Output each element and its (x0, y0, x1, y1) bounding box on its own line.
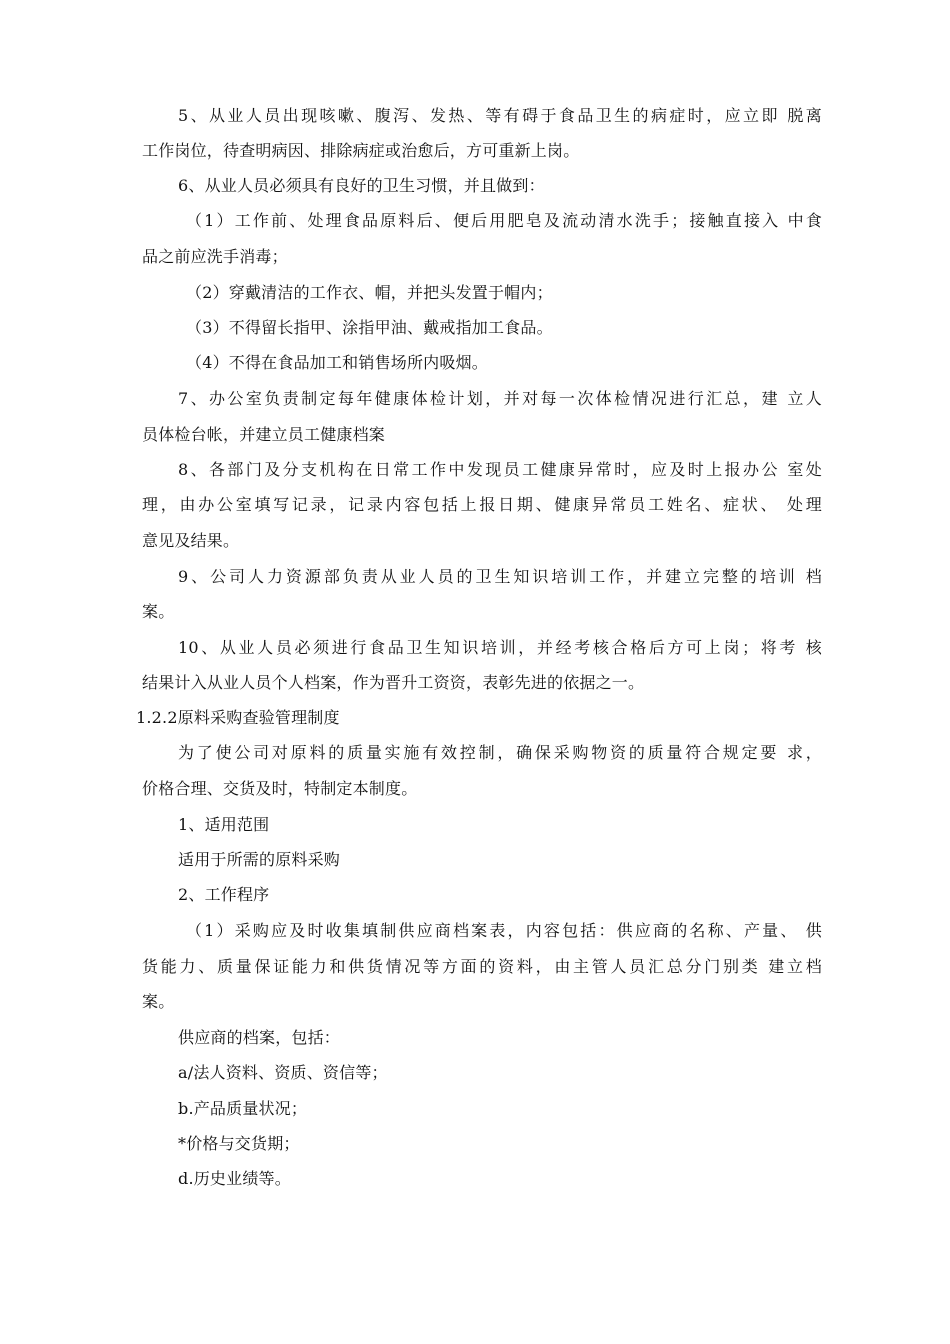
text-line: 为了使公司对原料的质量实施有效控制，确保采购物资的质量符合规定要 求， (178, 743, 822, 762)
list-item: b.产品质量状况； (178, 1099, 308, 1118)
text-line: 理，由办公室填写记录，记录内容包括上报日期、健康异常员工姓名、症状、 处理 (142, 495, 822, 514)
text-line: 意见及结果。 (142, 531, 240, 550)
text-line: 员体检台帐，并建立员工健康档案 (142, 425, 386, 444)
text-line: （4）不得在食品加工和销售场所内吸烟。 (186, 353, 488, 372)
text-line: （3）不得留长指甲、涂指甲油、戴戒指加工食品。 (186, 318, 553, 337)
text-line: 品之前应洗手消毒； (142, 247, 288, 266)
text-line: 价格合理、交货及时，特制定本制度。 (142, 779, 418, 798)
text-line: （1）采购应及时收集填制供应商档案表，内容包括：供应商的名称、产量、 供 (186, 921, 822, 940)
text-line: 5、从业人员出现咳嗽、腹泻、发热、等有碍于食品卫生的病症时，应立即 脱离 (178, 106, 822, 125)
list-item: a/法人资料、资质、资信等； (178, 1063, 388, 1082)
text-line: 案。 (142, 992, 175, 1011)
text-line: 适用于所需的原料采购 (178, 850, 341, 869)
subsection-heading: 1、适用范围 (178, 815, 270, 834)
text-line: 6、从业人员必须具有良好的卫生习惯，并且做到： (178, 176, 545, 195)
text-line: 9、公司人力资源部负责从业人员的卫生知识培训工作，并建立完整的培训 档 (178, 567, 822, 586)
text-line: 工作岗位，待查明病因、排除病症或治愈后，方可重新上岗。 (142, 141, 580, 160)
text-line: （1）工作前、处理食品原料后、便后用肥皂及流动清水洗手；接触直接入 中食 (186, 211, 822, 230)
text-line: 供应商的档案，包括： (178, 1028, 341, 1047)
text-line: （2）穿戴清洁的工作衣、帽，并把头发置于帽内； (186, 283, 553, 302)
text-line: 7、办公室负责制定每年健康体检计划，并对每一次体检情况进行汇总，建 立人 (178, 389, 822, 408)
text-line: 案。 (142, 602, 175, 621)
text-line: 10、从业人员必须进行食品卫生知识培训，并经考核合格后方可上岗；将考 核 (178, 638, 822, 657)
text-line: 结果计入从业人员个人档案，作为晋升工资资，表彰先进的依据之一。 (142, 673, 645, 692)
text-line: 货能力、质量保证能力和供货情况等方面的资料，由主管人员汇总分门别类 建立档 (142, 957, 822, 976)
subsection-heading: 2、工作程序 (178, 885, 270, 904)
list-item: d.历史业绩等。 (178, 1169, 291, 1188)
list-item: *价格与交货期； (178, 1134, 300, 1153)
text-line: 8、各部门及分支机构在日常工作中发现员工健康异常时，应及时上报办公 室处 (178, 460, 822, 479)
section-heading: 1.2.2原料采购查验管理制度 (136, 708, 340, 727)
